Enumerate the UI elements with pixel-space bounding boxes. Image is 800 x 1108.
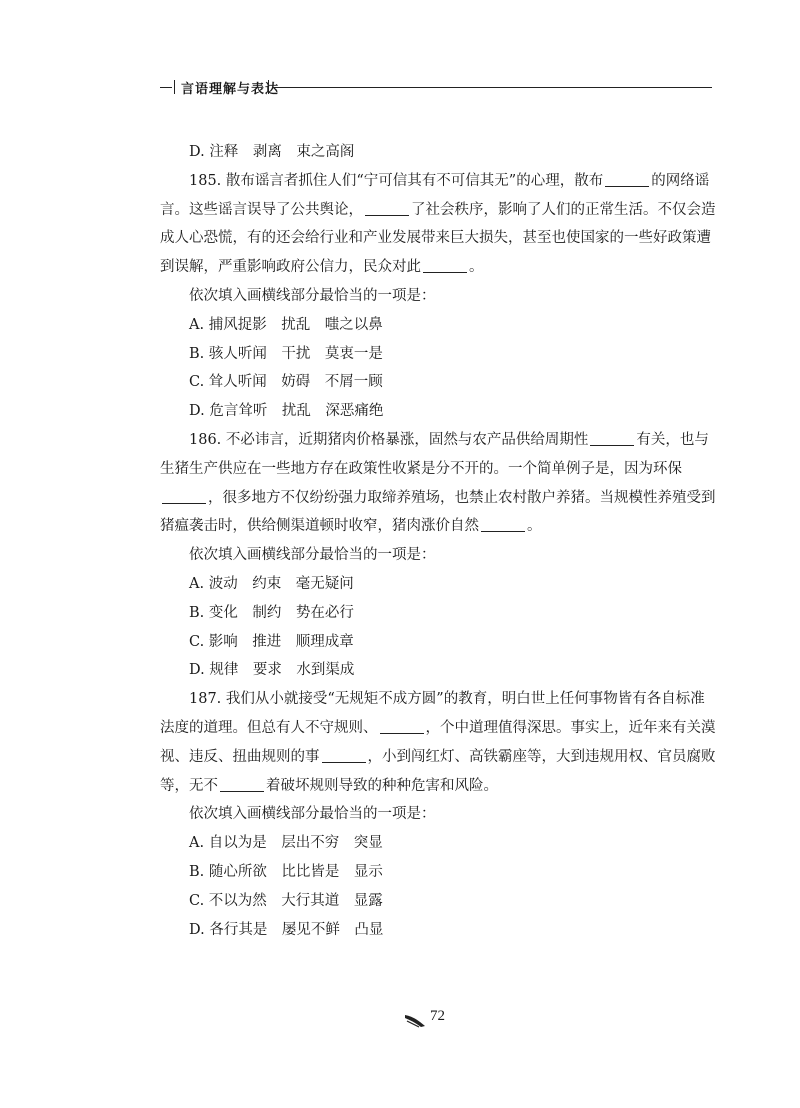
stem-text: 的网络谣言。这些谣言误导了公共舆论， — [160, 172, 710, 218]
page-content — [160, 138, 716, 944]
question-187-option-a: A. 自以为是 层出不穷 突显 — [189, 835, 383, 852]
stem-text: ，很多地方不仅纷纷强力取缔养殖场，也禁止农村散户养猪。当规模性养殖受到猪瘟袭击时，供给侧渠道顿时收窄，猪肉涨价自然 — [160, 489, 716, 535]
stem-text: 187. 我们从小就接受“无规矩不成方圆”的教育，明白世上任何事物皆有各自标准法度的道理。但总有人不守规则、 — [160, 691, 705, 736]
stem-text: 着破坏规则导致的种种危害和风险。 — [266, 777, 498, 794]
page-number: 72 — [430, 1008, 445, 1024]
question-185-option-d: D. 危言耸听 扰乱 深恶痛绝 — [189, 403, 384, 420]
header-bar-left — [174, 80, 175, 94]
stem-text: 有关，也与生猪生产供应在一些地方存在政策性收紧是分不开的。一个简单例子是，因为环保 — [160, 431, 709, 477]
stem-text: 185. 散布谣言者抓住人们“宁可信其有不可信其无”的心理，散布 — [189, 172, 604, 189]
question-186-option-c: C. 影响 推进 顺理成章 — [189, 633, 354, 650]
fill-blank — [380, 719, 424, 734]
question-186-option-a: A. 波动 约束 毫无疑问 — [189, 575, 354, 592]
question-186-stem — [160, 426, 716, 541]
question-187-option-b: B. 随心所欲 比比皆是 显示 — [189, 863, 383, 880]
question-186-prompt: 依次填入画横线部分最恰当的一项是： — [189, 547, 436, 564]
fill-blank — [162, 489, 206, 504]
question-187-option-c: C. 不以为然 大行其道 显露 — [189, 892, 383, 909]
prev-question-option: D. 注释 剥离 束之高阁 — [189, 144, 355, 160]
question-185-option-c: C. 耸人听闻 妨碍 不屑一顾 — [189, 374, 383, 391]
question-187-prompt: 依次填入画横线部分最恰当的一项是： — [189, 806, 436, 823]
fill-blank — [365, 201, 409, 216]
running-header — [160, 76, 712, 98]
question-187-option-d: D. 各行其是 屡见不鲜 凸显 — [189, 921, 384, 938]
question-185-prompt: 依次填入画横线部分最恰当的一项是： — [189, 287, 436, 304]
fill-blank — [322, 748, 366, 763]
quill-icon — [404, 1012, 426, 1028]
header-lead-line — [160, 87, 172, 88]
stem-text: 了社会秩序，影响了人们的正常生活。不仅会造成人心恐慌，有的还会给行业和产业发展带来巨大损失，甚至也使国家的一些好政策遭到误解，严重影响政府公信力，民众对此 — [160, 201, 716, 276]
question-186-option-b: B. 变化 制约 势在必行 — [189, 604, 354, 621]
stem-text: 。 — [527, 518, 542, 535]
fill-blank — [605, 172, 649, 187]
question-185-stem — [160, 167, 716, 282]
stem-text: 。 — [469, 259, 484, 276]
page-footer — [404, 1008, 484, 1034]
question-185-option-b: B. 骇人听闻 干扰 莫衷一是 — [189, 345, 383, 362]
question-187-stem — [160, 685, 716, 800]
fill-blank — [590, 431, 634, 446]
section-title: 言语理解与表达 — [181, 82, 280, 97]
fill-blank — [481, 517, 525, 532]
stem-text: 186. 不必讳言，近期猪肉价格暴涨，固然与农产品供给周期性 — [189, 431, 589, 448]
question-185-option-a: A. 捕风捉影 扰乱 嗤之以鼻 — [189, 316, 383, 333]
header-bar-right — [268, 80, 269, 94]
fill-blank — [423, 258, 467, 273]
fill-blank — [220, 777, 264, 792]
stem-text: ，个中道理值得深思。事实上，近年来有关漠视、违反、扭曲规则的事 — [160, 719, 716, 765]
header-rule — [272, 87, 712, 88]
question-186-option-d: D. 规律 要求 水到渠成 — [189, 662, 355, 679]
stem-text: ，小到闯红灯、高铁霸座等，大到违规用权、官员腐败等，无不 — [160, 748, 716, 794]
